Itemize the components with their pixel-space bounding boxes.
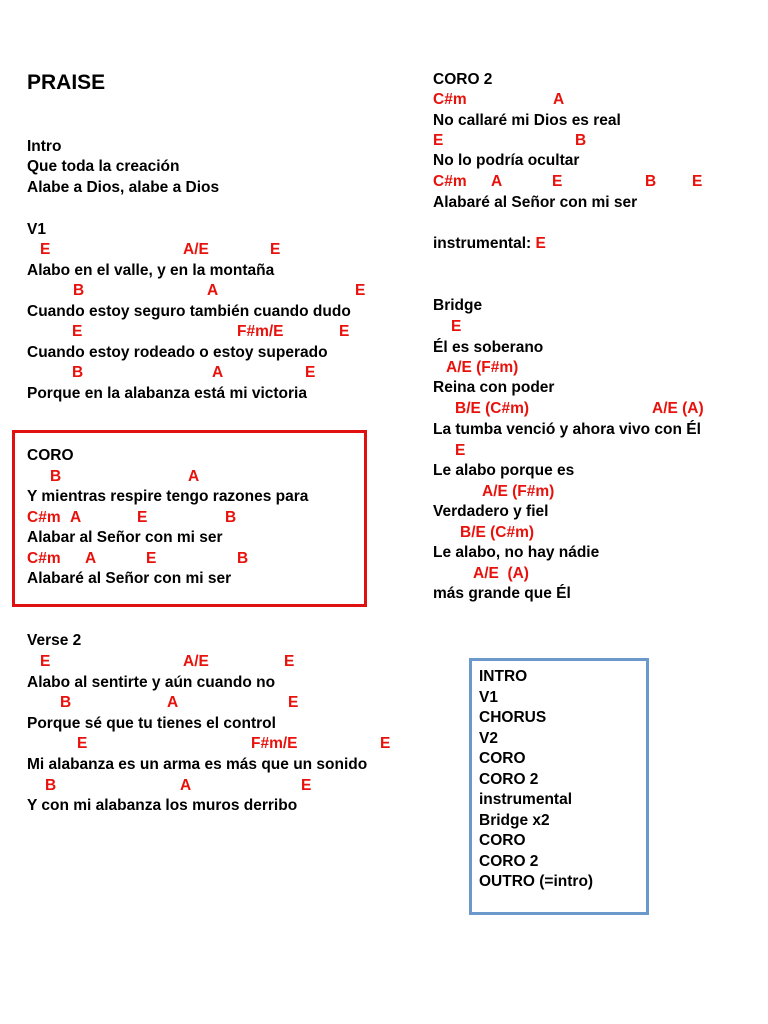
chord-symbol: A/E xyxy=(183,241,209,258)
chord-symbol: E xyxy=(355,282,366,299)
chord-symbol: E xyxy=(40,241,51,258)
chord-symbol: E xyxy=(433,132,444,149)
chord-symbol: E xyxy=(72,323,83,340)
chord-symbol: A/E (A) xyxy=(652,400,704,417)
chord-symbol: A xyxy=(167,694,179,711)
left-lyric-line: Cuando estoy seguro también cuando dudo xyxy=(27,303,351,320)
chord-symbol: B xyxy=(45,777,57,794)
section-label-intro: Intro xyxy=(27,138,62,155)
chord-symbol: B xyxy=(73,282,85,299)
left-lyric-line: Que toda la creación xyxy=(27,158,180,175)
left-lyric-line: Porque en la alabanza está mi victoria xyxy=(27,385,307,402)
chord-symbol: E xyxy=(535,235,546,252)
chord-symbol: A/E (A) xyxy=(473,565,529,582)
section-label-coro: CORO xyxy=(27,447,74,464)
song-order-item: OUTRO (=intro) xyxy=(479,873,594,890)
chord-symbol: E xyxy=(339,323,350,340)
left-lyric-line: Alabo al sentirte y aún cuando no xyxy=(27,674,276,691)
chord-symbol: A xyxy=(188,468,200,485)
chord-symbol: E xyxy=(455,442,466,459)
chord-symbol: C#m xyxy=(27,509,61,526)
chord-symbol: E xyxy=(146,550,157,567)
song-order-item: Bridge x2 xyxy=(479,812,550,829)
chord-symbol: E xyxy=(40,653,51,670)
song-title: PRAISE xyxy=(27,71,106,94)
song-order-item: CORO 2 xyxy=(479,771,539,788)
chord-symbol: A xyxy=(70,509,82,526)
chord-symbol: F#m/E xyxy=(251,735,298,752)
chord-symbol: E xyxy=(451,318,462,335)
chord-symbol: B/E (C#m) xyxy=(455,400,530,417)
right-lyric-line: Verdadero y fiel xyxy=(433,503,549,520)
chord-symbol: C#m xyxy=(27,550,61,567)
instrumental-line xyxy=(433,234,546,254)
chord-symbol: B xyxy=(60,694,72,711)
chord-symbol: A/E (F#m) xyxy=(446,359,519,376)
left-lyric-line: Y con mi alabanza los muros derribo xyxy=(27,797,298,814)
song-order-item: CORO xyxy=(479,750,526,767)
chord-symbol: E xyxy=(301,777,312,794)
chord-symbol: E xyxy=(380,735,391,752)
chord-symbol: B xyxy=(645,173,657,190)
instrumental-label: instrumental: xyxy=(433,235,536,252)
right-lyric-line: más grande que Él xyxy=(433,585,571,602)
chord-symbol: E xyxy=(284,653,295,670)
right-lyric-line: No callaré mi Dios es real xyxy=(433,112,621,129)
chord-symbol: B xyxy=(575,132,587,149)
left-lyric-line: Alabaré al Señor con mi ser xyxy=(27,570,232,587)
right-lyric-line: Le alabo porque es xyxy=(433,462,575,479)
chord-symbol: B xyxy=(72,364,84,381)
chord-symbol: B xyxy=(225,509,237,526)
left-lyric-line: Y mientras respire tengo razones para xyxy=(27,488,309,505)
song-order-item: V2 xyxy=(479,730,498,747)
song-order-item: INTRO xyxy=(479,668,528,685)
chord-symbol: E xyxy=(270,241,281,258)
right-lyric-line: La tumba venció y ahora vivo con Él xyxy=(433,421,701,438)
song-order-item: CORO xyxy=(479,832,526,849)
left-lyric-line: Cuando estoy rodeado o estoy superado xyxy=(27,344,328,361)
right-lyric-line: Reina con poder xyxy=(433,379,555,396)
chord-symbol: A xyxy=(85,550,97,567)
right-lyric-line: Le alabo, no hay nádie xyxy=(433,544,600,561)
section-label-coro-2: CORO 2 xyxy=(433,71,493,88)
right-lyric-line: No lo podría ocultar xyxy=(433,152,580,169)
chord-symbol: A xyxy=(491,173,503,190)
chord-symbol: A/E (F#m) xyxy=(482,483,555,500)
chord-symbol: A xyxy=(180,777,192,794)
chord-symbol: A xyxy=(212,364,224,381)
chord-symbol: E xyxy=(288,694,299,711)
song-order-item: CHORUS xyxy=(479,709,547,726)
chord-symbol: E xyxy=(137,509,148,526)
chord-symbol: C#m xyxy=(433,91,467,108)
chord-symbol: E xyxy=(552,173,563,190)
song-order-item: CORO 2 xyxy=(479,853,539,870)
chord-symbol: A/E xyxy=(183,653,209,670)
chord-symbol: C#m xyxy=(433,173,467,190)
chord-symbol: A xyxy=(207,282,219,299)
chord-symbol: E xyxy=(305,364,316,381)
song-order-item: V1 xyxy=(479,689,498,706)
chord-symbol: B xyxy=(237,550,249,567)
section-label-bridge: Bridge xyxy=(433,297,483,314)
left-lyric-line: Alabe a Dios, alabe a Dios xyxy=(27,179,220,196)
left-lyric-line: Porque sé que tu tienes el control xyxy=(27,715,276,732)
chord-symbol: F#m/E xyxy=(237,323,284,340)
chord-symbol: A xyxy=(553,91,565,108)
chord-symbol: B xyxy=(50,468,62,485)
section-label-verse-2: Verse 2 xyxy=(27,632,82,649)
left-lyric-line: Alabar al Señor con mi ser xyxy=(27,529,223,546)
section-label-v1: V1 xyxy=(27,221,46,238)
chord-symbol: E xyxy=(692,173,703,190)
left-lyric-line: Mi alabanza es un arma es más que un sonido xyxy=(27,756,368,773)
chord-symbol: E xyxy=(77,735,88,752)
left-lyric-line: Alabo en el valle, y en la montaña xyxy=(27,262,275,279)
chord-symbol: B/E (C#m) xyxy=(460,524,535,541)
right-lyric-line: Alabaré al Señor con mi ser xyxy=(433,194,638,211)
right-lyric-line: Él es soberano xyxy=(433,339,544,356)
song-order-item: instrumental xyxy=(479,791,573,808)
